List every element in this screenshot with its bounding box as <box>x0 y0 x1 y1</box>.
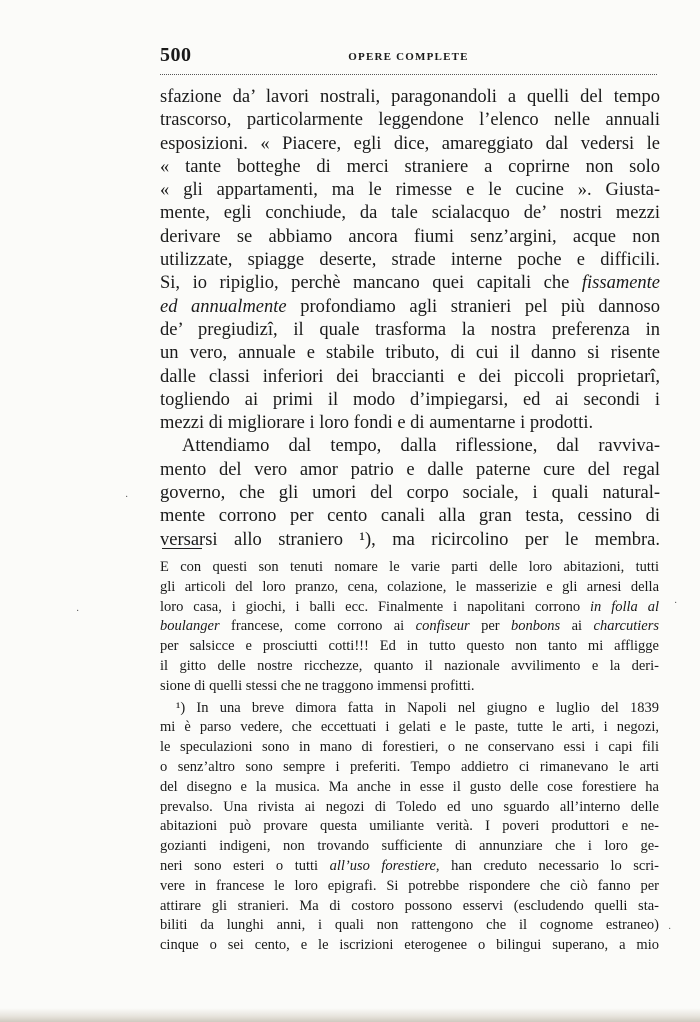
italic-phrase: boulanger <box>160 618 220 635</box>
italic-phrase: in folla al <box>590 598 659 615</box>
italic-phrase: charcutiers <box>593 618 660 635</box>
page-bottom-edge <box>0 1008 700 1022</box>
footnote-line <box>160 617 659 637</box>
italic-phrase: all’uso forestiere, <box>329 857 440 874</box>
body-line: mente, egli conchiude, da tale scialacquo de’ nostri mezzi <box>160 203 660 224</box>
body-line: utilizzate, spiagge deserte, strade interne poche e difficili. <box>160 250 660 271</box>
footnote-rule <box>162 548 202 549</box>
footnote-line: o senz’altro sono sempre i preferiti. Tempo addietro ci rimanevano le arti <box>160 758 659 775</box>
footnote-text: francese, come corrono ai <box>231 618 405 635</box>
footnote-text: neri sono esteri o tutti <box>160 857 319 874</box>
footnote-line: ¹) In una breve dimora fatta in Napoli nel giugno e luglio del 1839 <box>176 699 659 716</box>
footnote-line: gli articoli del loro pranzo, cena, colazione, le masserizie e gli arnesi della <box>160 578 659 595</box>
body-line: esposizioni. « Piacere, egli dice, amareggiato dal vedersi le <box>160 133 660 154</box>
body-line: « gli appartamenti, ma le rimesse e le cucine ». Giusta- <box>160 180 660 201</box>
page-header <box>160 44 657 75</box>
footnote-line: prevalso. Una rivista ai negozi di Toledo ed uno sguardo all’interno delle <box>160 798 659 815</box>
footnote-text: loro casa, i giochi, i balli ecc. Finalmente i napolitani corrono <box>160 598 581 615</box>
footnote-line: vere in francese le loro epigrafi. Si potrebbe rispondere che ciò fanno per <box>160 877 659 894</box>
italic-phrase: fissamente <box>581 273 661 294</box>
body-line: mente corrono per cento canali alla gran testa, cessino di <box>160 506 660 527</box>
margin-speck: · <box>125 492 129 503</box>
footnote-text: han creduto necessario lo scri- <box>451 857 660 874</box>
italic-phrase: bonbons <box>511 618 561 635</box>
body-line: mento del vero amor patrio e dalle paterne cure del regal <box>160 459 660 480</box>
body-line: sfazione da’ lavori nostrali, paragonandoli a quelli del tempo <box>160 87 660 107</box>
page-number: 500 <box>160 44 192 66</box>
footnote-continuation <box>160 558 659 697</box>
footnote-text: per <box>481 618 500 635</box>
footnote-line: attirare gli stranieri. Ma di costoro possono esservi (escludendo quelli sta- <box>160 897 659 914</box>
footnote-line: biliti da lunghi anni, i quali non rattengono che il cognome estraneo) <box>160 917 659 934</box>
footnote-line: del disegno e la musica. Ma anche in esse il gusto delle cose forestiere ha <box>160 778 659 795</box>
body-line: dalle classi inferiori dei braccianti e dei piccoli proprietarî, <box>160 366 660 387</box>
footnote-line: E con questi son tenuti nomare le varie parti delle loro abitazioni, tutti <box>160 559 659 575</box>
body-line <box>160 272 660 295</box>
footnotes <box>160 558 659 956</box>
footnote-line: gozianti indigeni, non trovando sufficiente di annunziare che i loro ge- <box>160 838 659 855</box>
footnote-line: mi è parso vedere, che eccettuati i gelati e le paste, tutte le arti, i negozi, <box>160 719 659 736</box>
body-line: de’ pregiudizî, il quale trasforma la nostra preferenza in <box>160 319 660 340</box>
italic-phrase: confiseur <box>415 618 470 635</box>
margin-speck: · <box>674 598 678 609</box>
body-line: mezzi di migliorare i loro fondi e di aumentarne i prodotti. <box>160 413 594 434</box>
body-line <box>160 296 660 319</box>
body-line-text: Si, io ripiglio, perchè mancano quei capitali che <box>160 273 570 294</box>
margin-speck: · <box>76 606 80 617</box>
body-line: un vero, annuale e stabile tributo, di cui il danno si risente <box>160 343 660 364</box>
body-line: trascorso, particolarmente leggendone l’elenco nelle annuali <box>160 110 660 131</box>
footnote-line: per salsicce e prosciutti cotti!!! Ed in tutto questo non tanto mi affligge <box>160 638 659 655</box>
footnote-line: le speculazioni sono in mano di forestieri, o ne conservano essi i capi fili <box>160 739 659 756</box>
body-line: togliendo ai primi il modo d’impiegarsi, ed ai secondi i <box>160 389 660 410</box>
body-line: Attendiamo dal tempo, dalla riflessione, dal ravviva- <box>182 436 660 457</box>
footnote-line <box>160 857 659 877</box>
italic-phrase: ed annualmente <box>160 296 287 317</box>
running-head: OPERE COMPLETE <box>348 51 469 63</box>
body-line: governo, che gli umori del corpo sociale, i quali natural- <box>160 483 660 504</box>
footnote-line <box>160 598 659 618</box>
footnote-text: ai <box>571 618 583 635</box>
body-line: derivare se abbiamo ancora fiumi senz’argini, acque non <box>160 226 660 247</box>
margin-speck: · <box>668 924 672 935</box>
footnote-line: cinque o sei cento, e le iscrizioni eterogenee o bilingui superano, a mio <box>160 937 659 954</box>
body-line: « tante botteghe di merci straniere a coprirne non solo <box>160 156 660 177</box>
footnote-line: abitazioni può provare questa umiliante verità. I poveri produttori e ne- <box>160 818 659 835</box>
body-text <box>160 86 660 552</box>
body-line-text: profondiamo agli stranieri pel più dannoso <box>300 296 660 317</box>
footnote-line: il gitto delle nostre ricchezze, quanto il nazionale avvilimento e la deri- <box>160 657 659 674</box>
footnote-line: sione di quelli stessi che ne traggono immensi profitti. <box>160 677 475 694</box>
body-line: versarsi allo straniero ¹), ma ricircolino per le membra. <box>160 529 660 550</box>
footnote-1 <box>160 699 659 956</box>
